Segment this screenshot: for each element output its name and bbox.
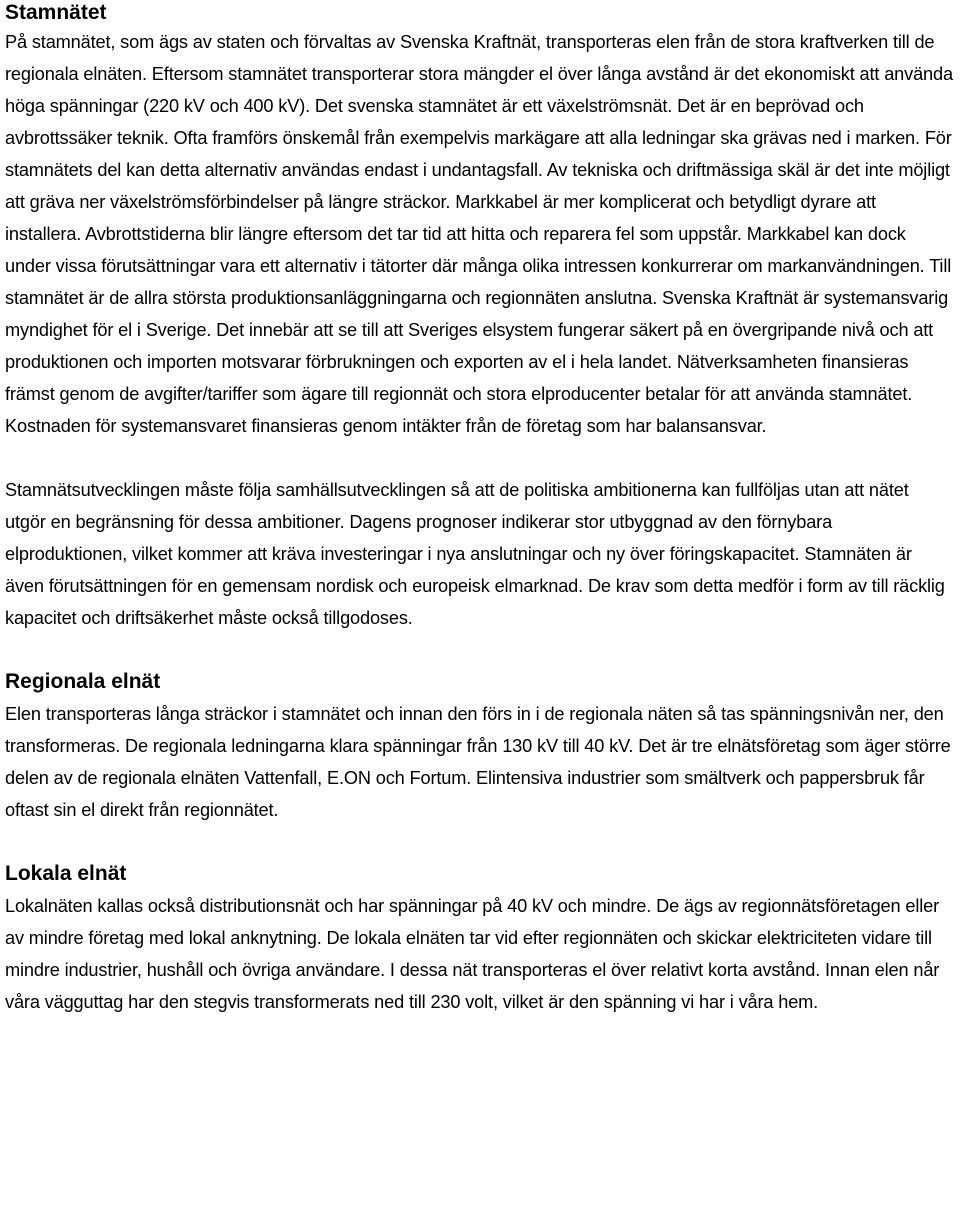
section-spacer — [5, 634, 954, 666]
paragraph-stamnatet-1: På stamnätet, som ägs av staten och förvaltas av Svenska Kraftnät, transporteras elen från de stora kraftverken till de regionala elnäten. Eftersom stamnätet transporterar stora mängder el över långa avstånd är det ekonomiskt att använda höga spänningar (220 kV och 400 kV). Det svenska stamnätet är ett växelströmsnät. Det är en beprövad och avbrottssäker teknik. Ofta framförs önskemål från exempelvis markägare att alla ledningar ska grävas ned i marken. För stamnätets del kan detta alternativ användas endast i undantagsfall. Av tekniska och driftmässiga skäl är det inte möjligt att gräva ner växelströmsförbindelser på längre sträckor. Markkabel är mer komplicerat och betydligt dyrare att installera. Avbrottstiderna blir längre eftersom det tar tid att hitta och reparera fel som uppstår. Markkabel kan dock under vissa förutsättningar vara ett alternativ i tätorter där många olika intressen konkurrerar om markanvändningen. Till stamnätet är de allra största produktionsanläggningarna och regionnäten anslutna. Svenska Kraftnät är systemansvarig myndighet för el i Sverige. Det innebär att se till att Sveriges elsystem fungerar säkert på en övergripande nivå och att produktionen och importen motsvarar förbrukningen och exporten av el i hela landet. Nätverksamheten finansieras främst genom de avgifter/tariffer som ägare till regionnät och stora elproducenter betalar för att använda stamnätet. Kostnaden för systemansvaret finansieras genom intäkter från de företag som har balansansvar. — [5, 32, 953, 436]
paragraph-regionala-elnat: Elen transporteras långa sträckor i stamnätet och innan den förs in i de regionala näten så tas spänningsnivån ner, den transformeras. De regionala ledningarna klara spänningar från 130 kV till 40 kV. Det är tre elnätsföretag som äger större delen av de regionala elnäten Vattenfall, E.ON och Fortum. Elintensiva industrier som smältverk och pappersbruk får oftast sin el direkt från regionnätet. — [5, 704, 951, 820]
section-spacer — [5, 826, 954, 858]
paragraph-stamnatet-2: Stamnätsutvecklingen måste följa samhällsutvecklingen så att de politiska ambitionerna kan fullföljas utan att nätet utgör en begränsning för dessa ambitioner. Dagens prognoser indikerar stor utbyggnad av den förnybara elproduktionen, vilket kommer att kräva investeringar i nya anslutningar och ny över föringskapacitet. Stamnäten är även förutsättningen för en gemensam nordisk och europeisk elmarknad. De krav som detta medför i form av till räcklig kapacitet och driftsäkerhet måste också tillgodoses. — [5, 480, 945, 628]
paragraph-spacer — [5, 442, 954, 474]
section-heading-regionala-elnat: Regionala elnät — [5, 670, 161, 693]
paragraph-lokala-elnat: Lokalnäten kallas också distributionsnät och har spänningar på 40 kV och mindre. De ägs av regionnätsföretagen eller av mindre företag med lokal anknytning. De lokala elnäten tar vid efter regionnäten och skickar elektriciteten vidare till mindre industrier, hushåll och övriga användare. I dessa nät transporteras el över relativt korta avstånd. Innan elen når våra vägguttag har den stegvis transformerats ned till 230 volt, vilket är den spänning vi har i våra hem. — [5, 896, 940, 1012]
section-heading-lokala-elnat: Lokala elnät — [5, 862, 127, 885]
section-heading-stamnatet: Stamnätet — [5, 1, 107, 24]
